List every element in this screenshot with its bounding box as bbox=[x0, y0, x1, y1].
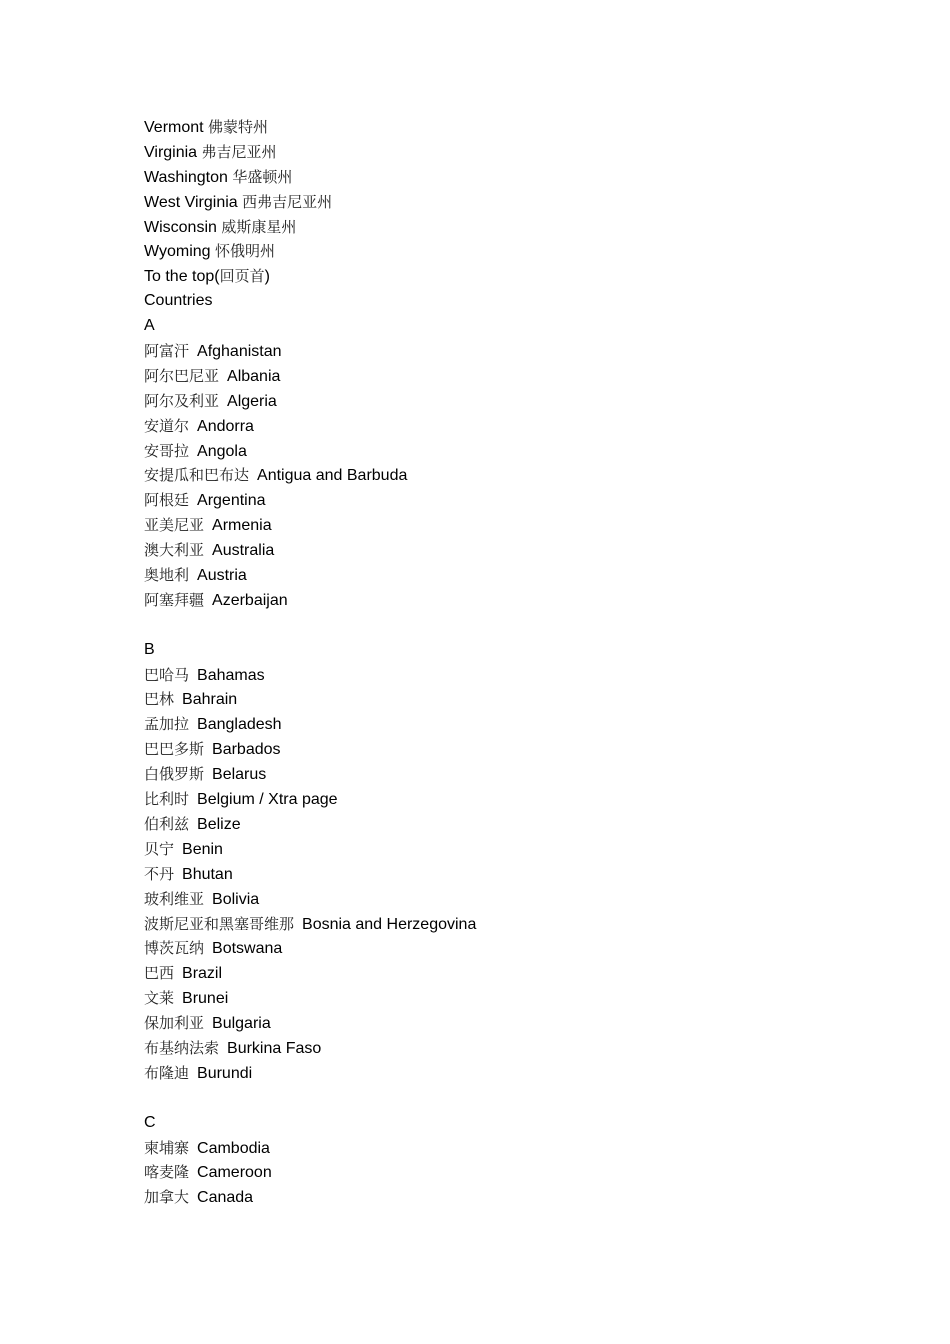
country-name-zh: 巴哈马 bbox=[144, 665, 190, 684]
country-name-en: Benin bbox=[182, 840, 223, 858]
list-item bbox=[144, 1036, 904, 1061]
country-name-en: Bangladesh bbox=[197, 716, 282, 734]
section-c bbox=[144, 1111, 904, 1211]
country-name-en: Botswana bbox=[212, 940, 283, 958]
country-name-en: Belgium / Xtra page bbox=[197, 791, 338, 809]
state-name-zh: 佛蒙特州 bbox=[208, 118, 269, 136]
list-item bbox=[144, 1061, 904, 1086]
list-item bbox=[144, 1185, 904, 1210]
state-name-en: Virginia bbox=[144, 143, 198, 161]
country-name-zh: 安提瓜和巴布达 bbox=[144, 466, 250, 485]
list-item bbox=[144, 588, 904, 613]
country-name-zh: 阿尔巴尼亚 bbox=[144, 366, 220, 385]
list-item bbox=[144, 414, 904, 439]
country-name-zh: 伯利兹 bbox=[144, 814, 190, 833]
section-a bbox=[144, 314, 904, 613]
country-name-en: Brunei bbox=[182, 990, 229, 1008]
country-name-zh: 柬埔寨 bbox=[144, 1138, 190, 1157]
country-name-zh: 玻利维亚 bbox=[144, 889, 205, 908]
list-item bbox=[144, 936, 904, 961]
country-name-en: Australia bbox=[212, 542, 275, 560]
country-name-en: Burundi bbox=[197, 1064, 253, 1082]
to-top-close: ) bbox=[264, 268, 270, 286]
state-name-zh: 威斯康星州 bbox=[221, 217, 297, 236]
country-name-zh: 奥地利 bbox=[144, 566, 190, 585]
country-name-en: Brazil bbox=[182, 965, 223, 983]
state-name-zh: 西弗吉尼亚州 bbox=[242, 192, 333, 211]
country-name-en: Antigua and Barbuda bbox=[257, 467, 408, 485]
country-name-en: Bulgaria bbox=[212, 1015, 271, 1033]
state-item bbox=[144, 115, 904, 140]
country-name-en: Barbados bbox=[212, 741, 281, 759]
list-item bbox=[144, 887, 904, 912]
section-spacer bbox=[144, 1086, 904, 1111]
list-item bbox=[144, 986, 904, 1011]
state-name-en: Wyoming bbox=[144, 243, 211, 261]
state-name-en: Washington bbox=[144, 168, 228, 186]
country-name-zh: 不丹 bbox=[144, 864, 175, 883]
country-name-zh: 阿塞拜疆 bbox=[144, 590, 205, 609]
list-item bbox=[144, 812, 904, 837]
list-item bbox=[144, 1160, 904, 1185]
state-item bbox=[144, 239, 904, 264]
state-item bbox=[144, 165, 904, 190]
to-top-label-en: To the top( bbox=[144, 268, 220, 286]
country-name-zh: 阿尔及利亚 bbox=[144, 391, 220, 410]
list-item bbox=[144, 787, 904, 812]
country-name-zh: 巴林 bbox=[144, 690, 175, 709]
state-item bbox=[144, 190, 904, 215]
states-list bbox=[144, 115, 904, 264]
country-name-zh: 保加利亚 bbox=[144, 1014, 205, 1033]
section-letter: B bbox=[144, 640, 155, 658]
country-name-en: Belarus bbox=[212, 766, 267, 784]
country-name-en: Bolivia bbox=[212, 890, 260, 908]
country-name-en: Algeria bbox=[227, 392, 277, 410]
country-name-en: Belize bbox=[197, 815, 241, 833]
country-name-zh: 波斯尼亚和黑塞哥维那 bbox=[144, 914, 295, 933]
to-top-link[interactable] bbox=[144, 264, 904, 289]
state-item bbox=[144, 215, 904, 240]
country-name-zh: 喀麦隆 bbox=[144, 1163, 190, 1182]
document-page bbox=[144, 115, 904, 1210]
country-name-en: Armenia bbox=[212, 517, 272, 535]
country-name-en: Canada bbox=[197, 1189, 254, 1207]
countries-heading: Countries bbox=[144, 292, 213, 310]
list-item bbox=[144, 961, 904, 986]
list-item bbox=[144, 687, 904, 712]
country-name-zh: 布基纳法索 bbox=[144, 1038, 220, 1057]
list-item bbox=[144, 463, 904, 488]
state-name-en: Vermont bbox=[144, 119, 204, 136]
country-name-zh: 巴西 bbox=[144, 964, 175, 983]
list-item bbox=[144, 737, 904, 762]
list-item bbox=[144, 712, 904, 737]
section-spacer bbox=[144, 613, 904, 638]
country-name-zh: 阿富汗 bbox=[144, 342, 190, 361]
list-item bbox=[144, 1011, 904, 1036]
country-name-zh: 贝宁 bbox=[144, 839, 175, 858]
list-item bbox=[144, 862, 904, 887]
list-item bbox=[144, 538, 904, 563]
country-name-zh: 安哥拉 bbox=[144, 441, 190, 460]
state-name-en: Wisconsin bbox=[144, 218, 217, 236]
country-name-zh: 布隆迪 bbox=[144, 1063, 190, 1082]
state-item bbox=[144, 140, 904, 165]
list-item bbox=[144, 389, 904, 414]
country-name-zh: 比利时 bbox=[144, 790, 190, 809]
country-name-en: Bahrain bbox=[182, 691, 238, 709]
state-name-zh: 怀俄明州 bbox=[215, 242, 276, 261]
country-name-zh: 孟加拉 bbox=[144, 715, 190, 734]
list-item bbox=[144, 837, 904, 862]
country-name-zh: 文莱 bbox=[144, 989, 175, 1008]
country-name-zh: 白俄罗斯 bbox=[144, 765, 205, 784]
country-name-en: Azerbaijan bbox=[212, 591, 288, 609]
list-item bbox=[144, 912, 904, 937]
country-name-en: Bhutan bbox=[182, 865, 233, 883]
list-item bbox=[144, 488, 904, 513]
country-name-zh: 加拿大 bbox=[144, 1188, 190, 1207]
country-name-en: Cameroon bbox=[197, 1164, 272, 1182]
country-name-en: Afghanistan bbox=[197, 343, 282, 361]
section-b bbox=[144, 638, 904, 1086]
state-name-zh: 弗吉尼亚州 bbox=[201, 142, 277, 161]
country-name-zh: 巴巴多斯 bbox=[144, 740, 205, 759]
to-top-label-zh: 回页首 bbox=[219, 267, 265, 286]
country-name-en: Burkina Faso bbox=[227, 1039, 322, 1057]
list-item bbox=[144, 339, 904, 364]
country-name-zh: 博茨瓦纳 bbox=[144, 939, 205, 958]
list-item bbox=[144, 439, 904, 464]
country-name-zh: 阿根廷 bbox=[144, 491, 190, 510]
country-name-en: Albania bbox=[227, 367, 281, 385]
state-name-zh: 华盛顿州 bbox=[232, 167, 293, 186]
country-name-en: Argentina bbox=[197, 492, 266, 510]
country-name-en: Bahamas bbox=[197, 666, 265, 684]
list-item bbox=[144, 513, 904, 538]
country-name-zh: 安道尔 bbox=[144, 416, 190, 435]
country-name-en: Andorra bbox=[197, 417, 254, 435]
list-item bbox=[144, 663, 904, 688]
list-item bbox=[144, 1136, 904, 1161]
country-name-en: Angola bbox=[197, 442, 247, 460]
country-name-en: Austria bbox=[197, 567, 247, 585]
list-item bbox=[144, 762, 904, 787]
list-item bbox=[144, 364, 904, 389]
section-letter: A bbox=[144, 317, 155, 335]
section-letter: C bbox=[144, 1113, 156, 1131]
country-name-en: Cambodia bbox=[197, 1139, 270, 1157]
country-name-zh: 亚美尼亚 bbox=[144, 516, 205, 535]
country-name-zh: 澳大利亚 bbox=[144, 541, 205, 560]
state-name-en: West Virginia bbox=[144, 193, 238, 211]
list-item bbox=[144, 563, 904, 588]
country-name-en: Bosnia and Herzegovina bbox=[302, 915, 477, 933]
